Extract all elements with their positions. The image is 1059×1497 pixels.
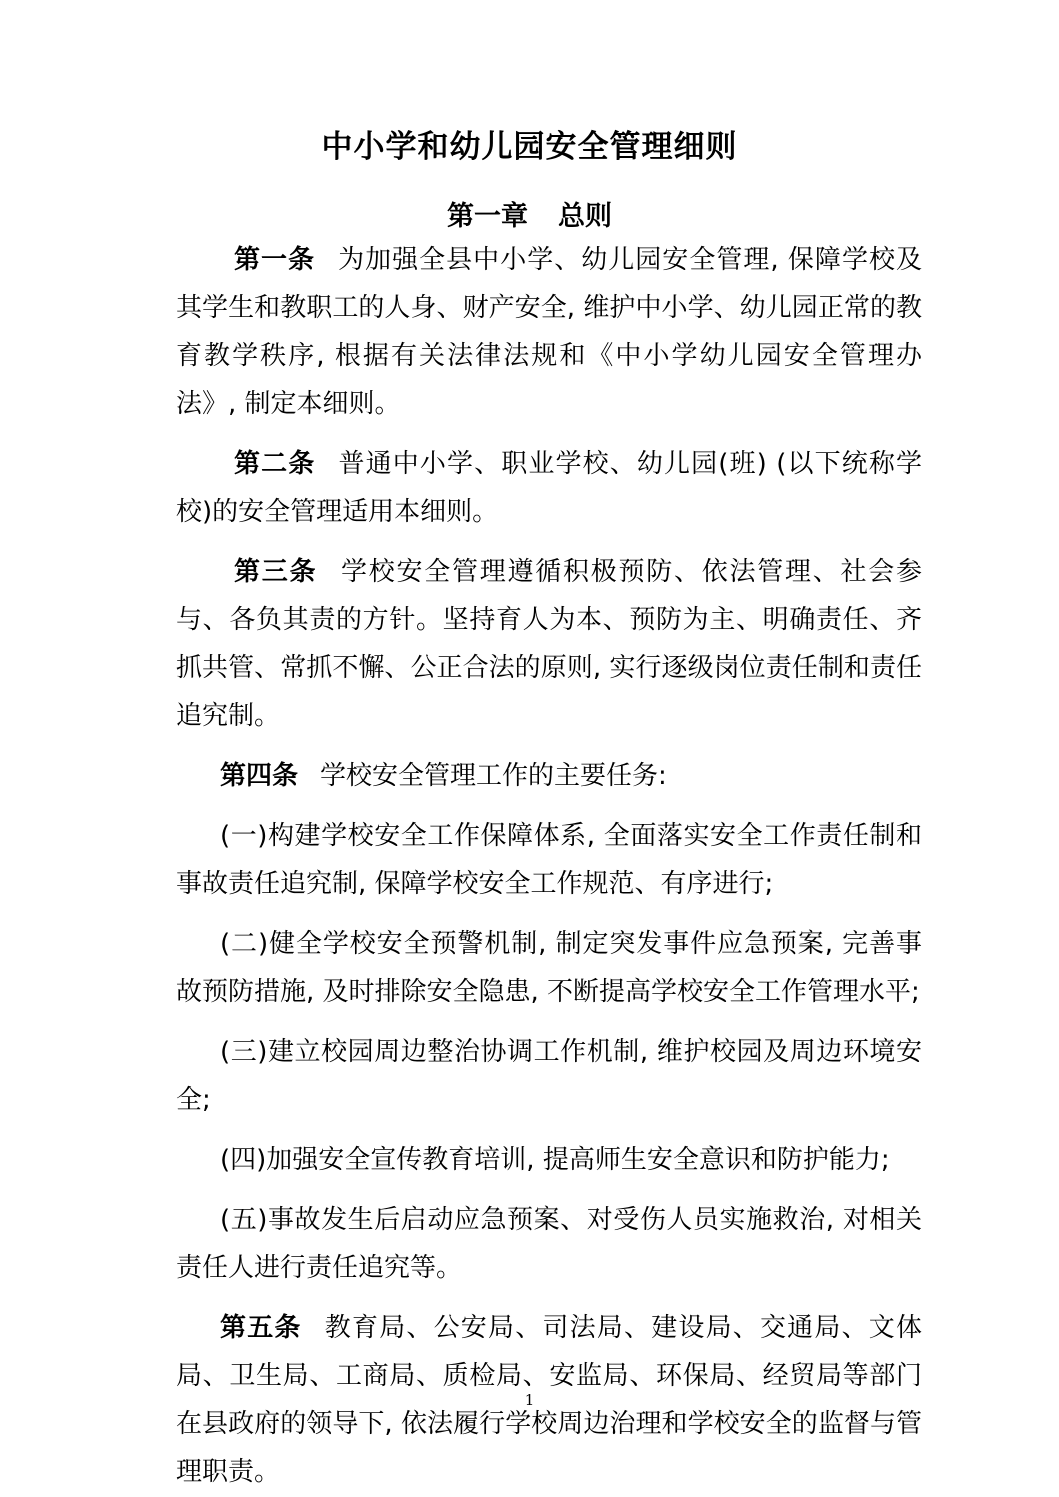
article-4-text: 学校安全管理工作的主要任务:: [320, 761, 667, 791]
article-5-text: 教育局、公安局、司法局、建设局、交通局、文体局、卫生局、工商局、质检局、安监局、环保局、经贸局等部门在县政府的领导下, 依法履行学校周边治理和学校安全的监督与管理职责。: [176, 1313, 922, 1487]
task-item-1: (一)构建学校安全工作保障体系, 全面落实安全工作责任制和事故责任追究制, 保障学校安全工作规范、有序进行;: [176, 821, 922, 899]
task-item-5: (五)事故发生后启动应急预案、对受伤人员实施救治, 对相关责任人进行责任追究等。: [176, 1205, 922, 1283]
article-5-label: 第五条: [220, 1313, 302, 1343]
article-1: [176, 236, 922, 428]
article-2-label: 第二条: [234, 449, 316, 479]
page-number: 1: [524, 1391, 535, 1409]
task-item-3: (三)建立校园周边整治协调工作机制, 维护校园及周边环境安全;: [176, 1037, 922, 1115]
task-item-4: (四)加强安全宣传教育培训, 提高师生安全意识和防护能力;: [220, 1145, 890, 1175]
article-3-text: 学校安全管理遵循积极预防、依法管理、社会参与、各负其责的方针。坚持育人为本、预防为主、明确责任、齐抓共管、常抓不懈、公正合法的原则, 实行逐级岗位责任制和责任追究制。: [176, 557, 922, 731]
document-title: 中小学和幼儿园安全管理细则: [321, 129, 738, 165]
article-4: [176, 752, 922, 800]
document-body: [176, 236, 922, 1496]
chapter-heading: [0, 194, 1059, 240]
article-1-label: 第一条: [234, 245, 316, 275]
article-2-text: 普通中小学、职业学校、幼儿园(班) (以下统称学校)的安全管理适用本细则。: [176, 449, 922, 527]
article-1-text: 为加强全县中小学、幼儿园安全管理, 保障学校及其学生和教职工的人身、财产安全, 维护中小学、幼儿园正常的教育教学秩序, 根据有关法律法规和《中小学幼儿园安全管理办法》, 制定本细则。: [176, 245, 922, 419]
article-4-label: 第四条: [220, 761, 299, 791]
chapter-name: 总则: [558, 201, 612, 232]
article-3: [176, 548, 922, 740]
article-2: [176, 440, 922, 536]
task-item-2: (二)健全学校安全预警机制, 制定突发事件应急预案, 完善事故预防措施, 及时排除安全隐患, 不断提高学校安全工作管理水平;: [176, 929, 922, 1007]
article-3-label: 第三条: [234, 557, 318, 587]
chapter-label: 第一章: [447, 201, 528, 232]
